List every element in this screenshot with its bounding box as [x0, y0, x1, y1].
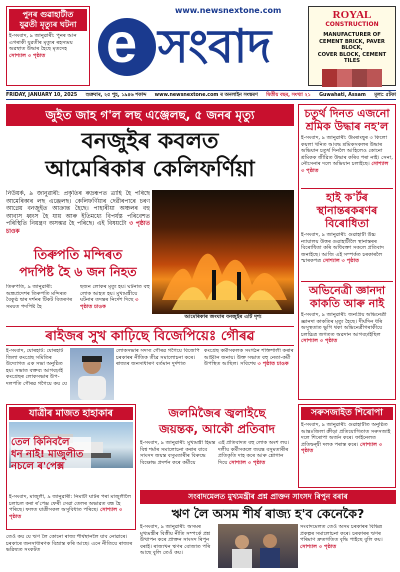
right1-body: [301, 135, 393, 185]
dateline-city: Guwahati, Assam: [319, 93, 366, 98]
sports-more-link[interactable]: সোশ্যাল ৩ পৃষ্ঠাত: [301, 441, 383, 455]
bottom-strip[interactable]: সংবাদমেলত মুখ্যমন্ত্ৰীৰ প্ৰশ্ন প্ৰাক্তন সাংসদ ৰিপুন বৰাৰ: [140, 490, 396, 504]
jalmi-more-link[interactable]: সোশ্যাল ৩ পৃষ্ঠাত: [229, 459, 266, 466]
bottom-col-2: তেওঁ কয় যে ঋণ লৈ কোনো ৰাজ্য শীৰ্ষস্থানলৈ যাব নোৱাৰে। চৰকাৰে জনসাধাৰণক বিভ্ৰান্ত কৰি আছে। এনে নীতিয়ে ৰাজ্যৰ ভৱিষ্যত সংকটত: [6, 534, 133, 554]
raijor-more-link[interactable]: ৩ পৃষ্ঠাত চাওক: [257, 361, 289, 368]
jalmi-col-2: [218, 440, 294, 486]
jalmi-col-2-text: এই প্ৰতিবাদত বহু লোক অংশ লয়। দলীয় কৰ্মীসকলে জয়ন্ত বসুমতাৰীৰ প্ৰতিকৃতি দাহ কৰে আৰু শ্লোগান দিয়ে: [218, 440, 290, 466]
logo-word: সংবাদ: [158, 19, 272, 73]
bottom-headline[interactable]: ঋণ লৈ অসম শীৰ্ষ ৰাজ্য হ'ব কেনেকৈ?: [171, 506, 365, 521]
right1-headline[interactable]: চতুৰ্থ দিনত এজনো শ্ৰমিক উদ্ধাৰ নহ'ল: [304, 107, 390, 133]
gaurav-photo: [70, 348, 114, 400]
jalmi-headline-2[interactable]: জয়ন্তক, আকৌ প্ৰতিবাদ: [159, 422, 275, 436]
lead-body: [6, 190, 150, 246]
sports-body: [301, 422, 393, 484]
tirupati-headline-1[interactable]: তিৰুপতি মন্দিৰত: [33, 248, 123, 263]
jatri-box: [6, 404, 136, 530]
ripun-photo: [218, 524, 298, 568]
jatri-body: [9, 494, 133, 532]
ad-line-2: CEMENT BRICK, PAVER BLOCK,: [319, 38, 385, 52]
masthead-left-text: ই-সংবাদ, ৯ জানুৱাৰী: পুনৰ আন এগৰাকী যুৱতীৰ মৃত্যুৰ ৰহস্যময় অৱস্থাত উদ্ধাৰ হৈছে মৃতদেহ: [9, 33, 77, 53]
jatri-sub-2[interactable]: ধন নাই! মাজুলীত: [11, 449, 91, 461]
ad-sub: CONSTRUCTION: [325, 21, 379, 28]
raijor-headline[interactable]: ৰাইজৰ সুখ কাঢ়িছে বিজেপিয়েঃ গৌৰৱ: [6, 326, 294, 346]
bottom-col-1: ই-সংবাদ, ৯ জানুৱাৰী: অসমৰ মুখ্যমন্ত্ৰীৰ বিত্তীয় নীতি সম্পৰ্কে প্ৰশ্ন উত্থাপন কৰে প্ৰাক্তন সাংসদ ৰিপুন বৰাই। ৰাজ্যখন ঋণৰ বোজাত পৰি আছে বুলি তেওঁ কয়।: [140, 524, 211, 557]
website-url[interactable]: www.newsnextone.com: [175, 6, 282, 15]
tirupati-body-right-text: ছজন লোকৰ মৃত্যু হয়। ঘটনাত বহু লোক আহত হয়। মুখ্যমন্ত্ৰীয়ে ঘটনাৰ তদন্তৰ নিৰ্দেশ দিছে: [80, 284, 150, 304]
lead-headline-2[interactable]: আমেৰিকাৰ কেলিফৰ্ণিয়া: [45, 157, 255, 182]
right3-body-text: ই-সংবাদ, ৯ জানুৱাৰী: জনপ্ৰিয় অভিনেত্ৰী জ্ঞানদা কাকতিৰ মৃত্যু হৈছে। দীৰ্ঘদিন ধৰি অসুস্থতাত ভুগি থকা অভিনেত্ৰীগৰাকীয়ে চলচ্চিত্ৰ জগতত অৱদান আগবঢ়াইছিল: [301, 312, 387, 338]
jatri-headline[interactable]: যাত্ৰীৰ মাজত হাহাকাৰ: [9, 407, 133, 420]
tirupati-more-link[interactable]: ৩ পৃষ্ঠাত চাওক: [80, 297, 139, 310]
ad-box[interactable]: [308, 6, 396, 86]
masthead-left-box: [6, 6, 90, 86]
dateline-extra: দ্বিতীয় বছৰ, সংখ্যা ২১: [266, 93, 311, 98]
masthead-logo[interactable]: [96, 11, 306, 82]
banner-headline[interactable]: জুইত জাহ গ'ল লছ এঞ্জেলছ, ৫ জনৰ মৃত্যু: [6, 104, 294, 126]
masthead-left-more[interactable]: সোশ্যাল ৩ পৃষ্ঠাত: [9, 52, 46, 59]
right1-more-link[interactable]: সোশ্যাল ৩ পৃষ্ঠাত: [301, 161, 389, 174]
raijor-col-3: [204, 348, 294, 400]
ad-image: [322, 69, 382, 87]
right3-body: [301, 312, 393, 352]
bottom-more-link[interactable]: সোশ্যাল ৩ পৃষ্ঠাত: [300, 543, 337, 550]
sports-body-text: ই-সংবাদ, ৯ জানুৱাৰী: গুৱাহাটীত অনুষ্ঠিত আন্তঃজিলা ক্ৰীড়া প্ৰতিযোগিতাত সৰুসজাই দলে শিৰোপা অৰ্জন কৰে। ফাইনেলত প্ৰতিদ্বন্দ্বী দলক পৰাস্ত কৰে।: [301, 422, 391, 448]
masthead-left-title[interactable]: পুনৰ গুৱাহাটীত যুৱতী মৃত্যুৰ ঘটনা: [9, 9, 87, 31]
tirupati-headline-2[interactable]: পদপিষ্ট হৈ ৬ জন নিহত: [19, 264, 137, 279]
right3-more-link[interactable]: সোশ্যাল ৩ পৃষ্ঠাত: [301, 338, 338, 345]
right2-body-text: ই-সংবাদ, ৯ জানুৱাৰী: গুৱাহাটী উচ্চ ন্যায়ালয় উত্তৰ গুৱাহাটীলৈ স্থানান্তৰৰ বিৰোধিতা কৰি অধিবক্তা সকলে প্ৰতিবাদ জনাইছে। আজি এই সম্পৰ্কত চৰকাৰলৈ স্মাৰকপত্ৰ: [301, 232, 384, 265]
jatri-sub-1[interactable]: তেল কিনিবলৈ: [11, 437, 91, 449]
right2-more-link[interactable]: সোশ্যাল ৩ পৃষ্ঠাত: [322, 258, 360, 265]
right2-headline[interactable]: হাই ক'ৰ্টৰ স্থানান্তৰকৰণৰ বিৰোধিতা: [301, 188, 393, 230]
raijor-col-1: ই-সংবাদ, যোৰহাট: যোৰহাট জিলা কংগ্ৰেছ সমিতিৰ উদ্যোগত এক সভা অনুষ্ঠিত হয়। সভাত বক্তব্য আগবঢ়াই কংগ্ৰেছৰ লোকসভাৰ উপ-দলপতি গৌৰৱ গগৈয়ে কয় যে: [6, 348, 67, 387]
dateline-site: www.newsnextone.com ৰ অনলাইন সংস্কৰণ: [154, 93, 258, 98]
jatri-body-text: ই-সংবাদ, মাজুলী, ৯ জানুৱাৰী: নিমাটী ঘাটৰ পৰা মাজুলীলৈ চলাচল কৰা ৰ'পেক্স ফেৰী সেৱা তেলৰ অভাৱত বন্ধ হৈ পৰিছে। ফলত যাত্ৰীসকল অসুবিধাত পৰিছে।: [9, 494, 131, 514]
right-column: [298, 104, 396, 400]
sports-box: [298, 404, 396, 488]
lead-headline-1[interactable]: বনজুইৰ কবলত: [81, 129, 219, 154]
tirupati-body-left: তিৰুপতি, ৯ জানুৱাৰী: অন্ধ্ৰপ্ৰদেশৰ তিৰুপতি মন্দিৰত বৈকুণ্ঠ দ্বাৰ দৰ্শনৰ টিকট বিতৰণৰ সময়ত পদপিষ্ট হৈ: [6, 284, 73, 310]
dateline-price: মূল্য: ৫টকা: [374, 93, 396, 98]
right2-body: [301, 232, 393, 278]
dateline-issue: শুক্ৰবাৰ, ২৫ পুহ, ১৯৪৬ শকাব্দ: [85, 93, 147, 98]
right3-headline[interactable]: অভিনেত্ৰী জ্ঞানদা কাকতি আৰু নাই: [301, 281, 393, 310]
logo-letter: e: [106, 11, 138, 74]
dateline-date: FRIDAY, JANUARY 10, 2025: [6, 93, 78, 98]
sports-label[interactable]: সৰুসজাইত শিৰোপা: [301, 407, 393, 420]
right1-body-text: ই-সংবাদ, ৯ জানুৱাৰী: উমৰাংছুৰ ৩ কিলো কয়লা খনিত আবদ্ধ শ্ৰমিকসকলৰ উদ্ধাৰ অভিযান চতুৰ্থ দিনলৈ আহিলেও কোনো শ্ৰমিকক জীৱিত উদ্ধাৰ কৰিব পৰা নাই। সেনা, নৌসেনাৰ দলে অভিযান চলাইছে।: [301, 135, 393, 168]
ad-brand: ROYAL: [332, 9, 372, 21]
fire-photo: [152, 190, 294, 314]
ad-line-1: MANUFACTURER OF: [323, 32, 381, 38]
raijor-col-2: লোকসভাৰ সদস্য গৌৰৱ গগৈয়ে বিজেপি চৰকাৰৰ নীতিক তীব্ৰ সমালোচনা কৰে। ৰাজ্যৰ জনসাধাৰণ বৰ্তমান দুৰ্দশাত: [116, 348, 200, 368]
jalmi-col-1: ই-সংবাদ, ৯ জানুৱাৰী: মুখ্যমন্ত্ৰী হিমন্ত বিশ্ব শৰ্মাৰ সমালোচনা কৰাৰ বাবে সাংসদ জয়ন্ত বসুমতাৰীৰ বিৰুদ্ধে বিক্ষোভ প্ৰদৰ্শন কৰে কৰ্মীয়ে: [140, 440, 216, 466]
jalmi-headline-1[interactable]: জলমিজৈৰ জ্বলাইছে: [168, 406, 266, 420]
fire-photo-caption: আমেৰিকাৰ জংঘাৰ বনজুইৰ এটি দৃশ্য: [184, 314, 262, 320]
lead-body-text: নিউয়ৰ্ক, ৯ জানুৱাৰী: প্ৰকৃতিৰ ৰুদ্ৰৰূপত ত্ৰাহি হৈ পৰিছে আমেৰিকাৰ লছ এঞ্জেলছ। কেলিফৰ্ণিয়াৰ দেৱীৰপাৰে চৰণ আগ্নেয় বনজুইত আক্ৰান্ত হৈছে। পাহাৰীয়া অঞ্চলৰ বহু আবাস ধ্বংস হৈ যায় আৰু ইতিমধ্যে বিপৰ্যস্ত পৰিবেশত পৰিস্থিতি নিয়ন্ত্ৰণ অসম্ভৱ হৈ পৰিছে। এই বিষয়টো: [6, 190, 150, 227]
raijor-col-3-text: কংগ্ৰেছ কৰ্মীসকলক সংগঠন শক্তিশালী কৰাৰ আহ্বান জনায়। উক্ত সভাত বহু নেতা-কৰ্মী উপস্থিত আছিল। সবিশেষ: [204, 348, 294, 368]
ad-line-3: COVER BLOCK, CEMENT TILES: [317, 51, 387, 65]
bottom-col-3: [300, 524, 396, 568]
jatri-more-link[interactable]: সোশ্যাল ৩ পৃষ্ঠাত: [9, 507, 123, 520]
bottom-col-3-text: সংবাদমেলত তেওঁ অসম চৰকাৰৰ বিভিন্ন প্ৰকল্পৰ সমালোচনা কৰে। চৰকাৰৰ ঋণৰ পৰিমাণ দ্ৰুতগতিত বৃদ্ধি পাইছে বুলি কয়।: [300, 524, 383, 544]
tirupati-body-right: [80, 284, 150, 318]
lead-more-link[interactable]: ৩ পৃষ্ঠাত চাওক: [6, 220, 150, 235]
jatri-sub-3[interactable]: নচলে ৰ'পেক্স: [11, 461, 91, 473]
dateline-bar: [6, 90, 396, 100]
